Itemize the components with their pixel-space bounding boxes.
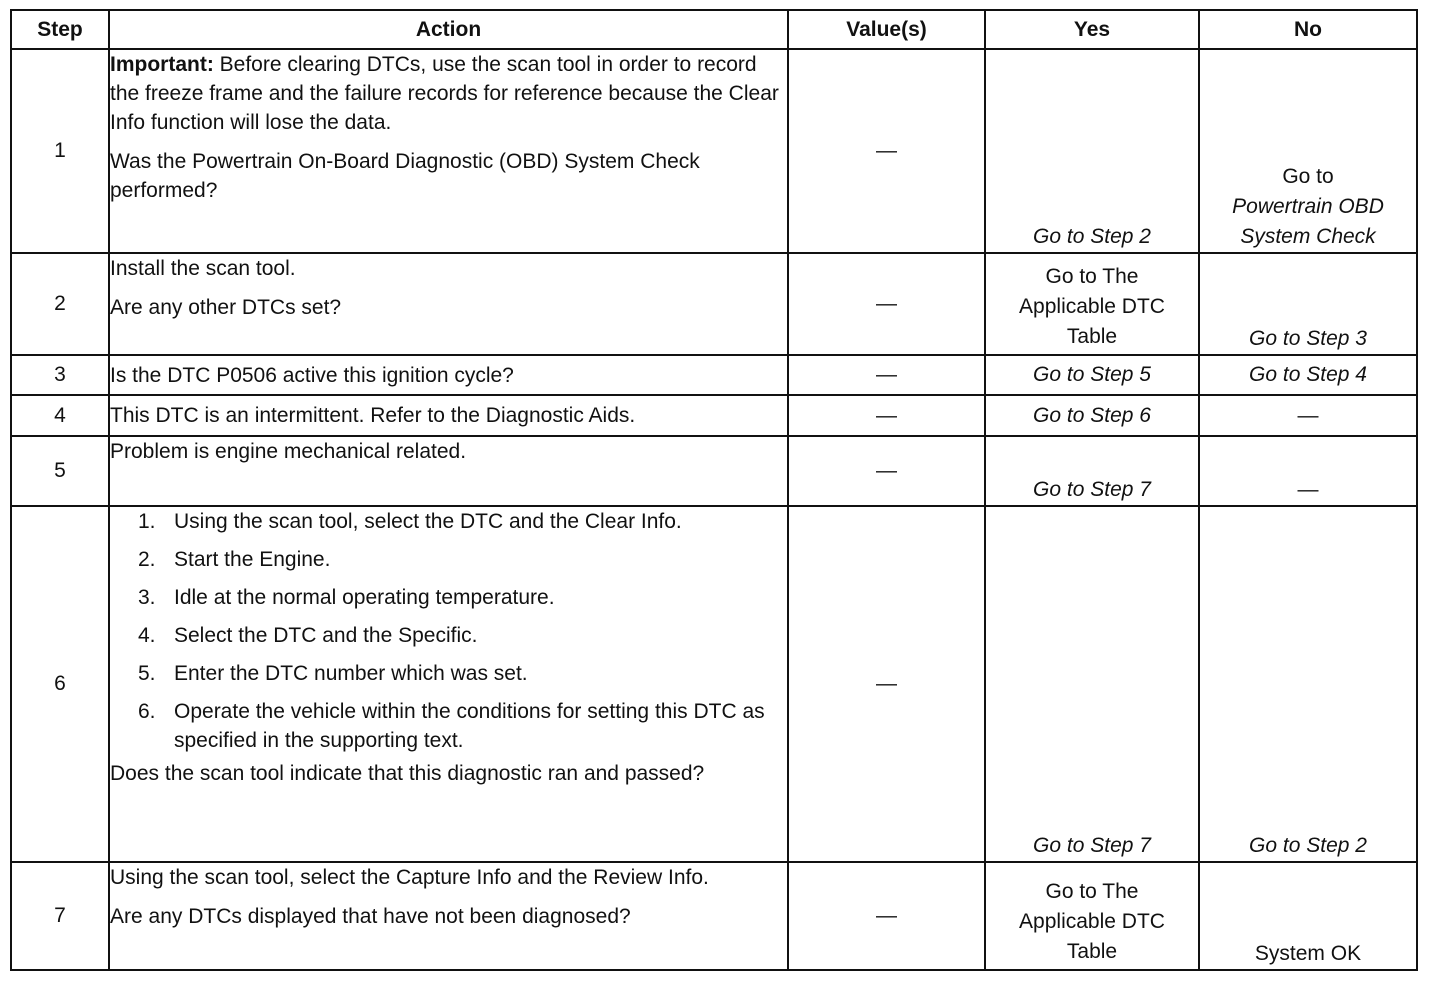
value-cell: — <box>788 436 985 506</box>
action-text: Using the scan tool, select the Capture Info and the Review Info. <box>110 866 709 889</box>
step-number: 4 <box>11 395 109 436</box>
action-cell: This DTC is an intermittent. Refer to the Diagnostic Aids. <box>109 395 788 436</box>
no-cell: — <box>1199 436 1417 506</box>
table-row <box>11 395 1417 436</box>
yes-cell: Go to The Applicable DTC Table <box>985 253 1199 355</box>
step-number: 1 <box>11 49 109 253</box>
action-text: Install the scan tool. <box>110 257 296 280</box>
no-cell: Go to Step 2 <box>1199 506 1417 862</box>
substep-number: 1. <box>138 510 156 533</box>
substep-text: Enter the DTC number which was set. <box>174 662 528 685</box>
action-cell <box>109 49 788 253</box>
step-number: 5 <box>11 436 109 506</box>
table-row <box>11 506 1417 862</box>
list-item <box>110 507 787 536</box>
substep-number: 5. <box>138 662 156 685</box>
no-cell: Go to Step 4 <box>1199 355 1417 395</box>
header-row <box>11 10 1417 49</box>
yes-cell: Go to Step 2 <box>985 49 1199 253</box>
action-cell: Problem is engine mechanical related. <box>109 436 788 506</box>
action-question: Are any DTCs displayed that have not been diagnosed? <box>110 905 631 928</box>
important-label: Important: <box>110 53 214 76</box>
table-row <box>11 862 1417 970</box>
action-question: Was the Powertrain On-Board Diagnostic (OBD) System Check performed? <box>110 150 700 202</box>
substep-text: Idle at the normal operating temperature. <box>174 586 555 609</box>
substep-number: 3. <box>138 586 156 609</box>
table-row <box>11 355 1417 395</box>
substep-list <box>110 507 787 755</box>
table-row <box>11 253 1417 355</box>
no-cell <box>1199 49 1417 253</box>
list-item <box>110 659 787 688</box>
value-cell: — <box>788 355 985 395</box>
header-values: Value(s) <box>788 10 985 49</box>
substep-number: 6. <box>138 700 156 723</box>
diagnostic-table <box>10 9 1418 971</box>
important-text: Before clearing DTCs, use the scan tool in order to record the freeze frame and the failure records for reference because the Clear Info function will lose the data. <box>110 53 779 134</box>
step-number: 2 <box>11 253 109 355</box>
header-yes: Yes <box>985 10 1199 49</box>
substep-text: Using the scan tool, select the DTC and the Clear Info. <box>174 510 682 533</box>
value-cell: — <box>788 49 985 253</box>
substep-text: Operate the vehicle within the conditions for setting this DTC as specified in the supporting text. <box>174 700 765 752</box>
substep-number: 2. <box>138 548 156 571</box>
list-item <box>110 583 787 612</box>
action-cell <box>109 253 788 355</box>
value-cell: — <box>788 253 985 355</box>
action-cell <box>109 862 788 970</box>
table-row <box>11 49 1417 253</box>
action-cell <box>109 506 788 862</box>
step-number: 7 <box>11 862 109 970</box>
yes-cell: Go to The Applicable DTC Table <box>985 862 1199 970</box>
action-cell: Is the DTC P0506 active this ignition cycle? <box>109 355 788 395</box>
no-text-italic: Powertrain OBD System Check <box>1232 195 1384 248</box>
yes-cell: Go to Step 6 <box>985 395 1199 436</box>
header-no: No <box>1199 10 1417 49</box>
substep-text: Start the Engine. <box>174 548 331 571</box>
substep-number: 4. <box>138 624 156 647</box>
important-note <box>110 50 787 137</box>
header-step: Step <box>11 10 109 49</box>
step-number: 3 <box>11 355 109 395</box>
no-text-plain: Go to <box>1282 165 1334 188</box>
no-cell: System OK <box>1199 862 1417 970</box>
substep-text: Select the DTC and the Specific. <box>174 624 478 647</box>
yes-cell: Go to Step 5 <box>985 355 1199 395</box>
value-cell: — <box>788 395 985 436</box>
action-question: Are any other DTCs set? <box>110 296 342 319</box>
header-action: Action <box>109 10 788 49</box>
step-number: 6 <box>11 506 109 862</box>
yes-cell: Go to Step 7 <box>985 506 1199 862</box>
no-cell: Go to Step 3 <box>1199 253 1417 355</box>
list-item <box>110 545 787 574</box>
yes-cell: Go to Step 7 <box>985 436 1199 506</box>
value-cell: — <box>788 506 985 862</box>
value-cell: — <box>788 862 985 970</box>
table-row <box>11 436 1417 506</box>
no-cell: — <box>1199 395 1417 436</box>
list-item <box>110 697 787 755</box>
action-question: Does the scan tool indicate that this diagnostic ran and passed? <box>110 762 705 785</box>
list-item <box>110 621 787 650</box>
